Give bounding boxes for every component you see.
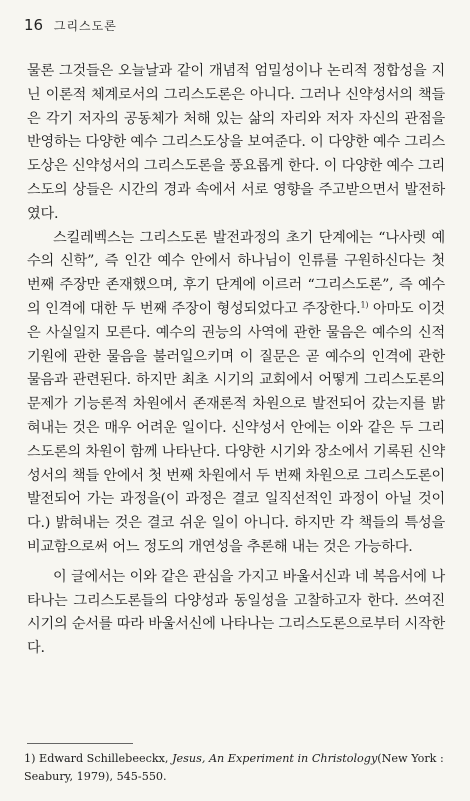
footnote-title: Jesus, An Experiment in Christology xyxy=(172,752,378,765)
footnote xyxy=(24,750,449,786)
paragraph-3: 이 글에서는 이와 같은 관심을 가지고 바울서신과 네 복음서에 나타나는 그리스도론들의 다양성과 동일성을 고찰하고자 한다. 쓰여진 시기의 순서를 따라 바울서신에 나타나는 그리스도론으로부터 시작한다. xyxy=(27,568,445,657)
footnote-author: Edward Schillebeeckx, xyxy=(39,752,169,765)
paragraph-1: 물론 그것들은 오늘날과 같이 개념적 엄밀성이나 논리적 정합성을 지닌 이론적 체계로서의 그리스도론은 아니다. 그러나 신약성서의 책들은 각기 저자의 공동체가 처해 있는 삶의 자리와 저자 자신의 관점을 반영하는 다양한 예수 그리스도상을 보여준다. 이 다양한 예수 그리스도상은 신약성서의 그리스도론을 풍요롭게 한다. 이 다양한 예수 그리스도의 상들은 시간의 경과 속에서 서로 영향을 주고받으면서 발전하였다. xyxy=(27,63,445,222)
footnote-label: 1) xyxy=(24,752,36,765)
paragraph-2 xyxy=(27,227,445,560)
footnote-publication: (New York : Seabury, 1979), 545-550. xyxy=(24,752,444,783)
running-title: 그리스도론 xyxy=(53,19,117,33)
paragraph-2-text-a: 스킬레벡스는 그리스도론 발전과정의 초기 단계에는 “나사렛 예수의 신학”, 즉 인간 예수 안에서 하나님이 인류를 구원하신다는 첫 번째 주장만 존재했으며, 후기 단계에 이르러 “그리스도론”, 즉 예수의 인격에 대한 두 번째 주장이 형성되었다고 주장한다. xyxy=(27,229,445,317)
page-number: 16 xyxy=(24,16,44,34)
main-text xyxy=(27,60,445,661)
footnote-reference: 1) xyxy=(360,300,369,310)
footnote-divider xyxy=(27,743,133,744)
paragraph-2-text-b: 아마도 이것은 사실일지 모른다. 예수의 권능의 사역에 관한 물음은 예수의 신적 기원에 관한 물음을 불러일으키며 이 질문은 곧 예수의 인격에 관한 물음과 관련된다. 하지만 최초 시기의 교회에서 어떻게 그리스도론의 문제가 기능론적 차원에서 존재론적 차원으로 발전되어 갔는지를 밝혀내는 것은 매우 어려운 일이다. 신약성서 안에는 이와 같은 두 그리스도론의 차원이 함께 나타난다. 다양한 시기와 장소에서 기록된 신약성서의 책들 안에서 첫 번째 차원에서 두 번째 차원으로 그리스도론이 발전되어 가는 과정을(이 과정은 결코 일직선적인 과정이 아닐 것이다.) 밝혀내는 것은 결코 쉬운 일이 아니다. 하지만 각 책들의 특성을 비교함으로써 어느 정도의 개연성을 추론해 내는 것은 가능하다. xyxy=(27,300,445,555)
running-header xyxy=(24,16,117,34)
